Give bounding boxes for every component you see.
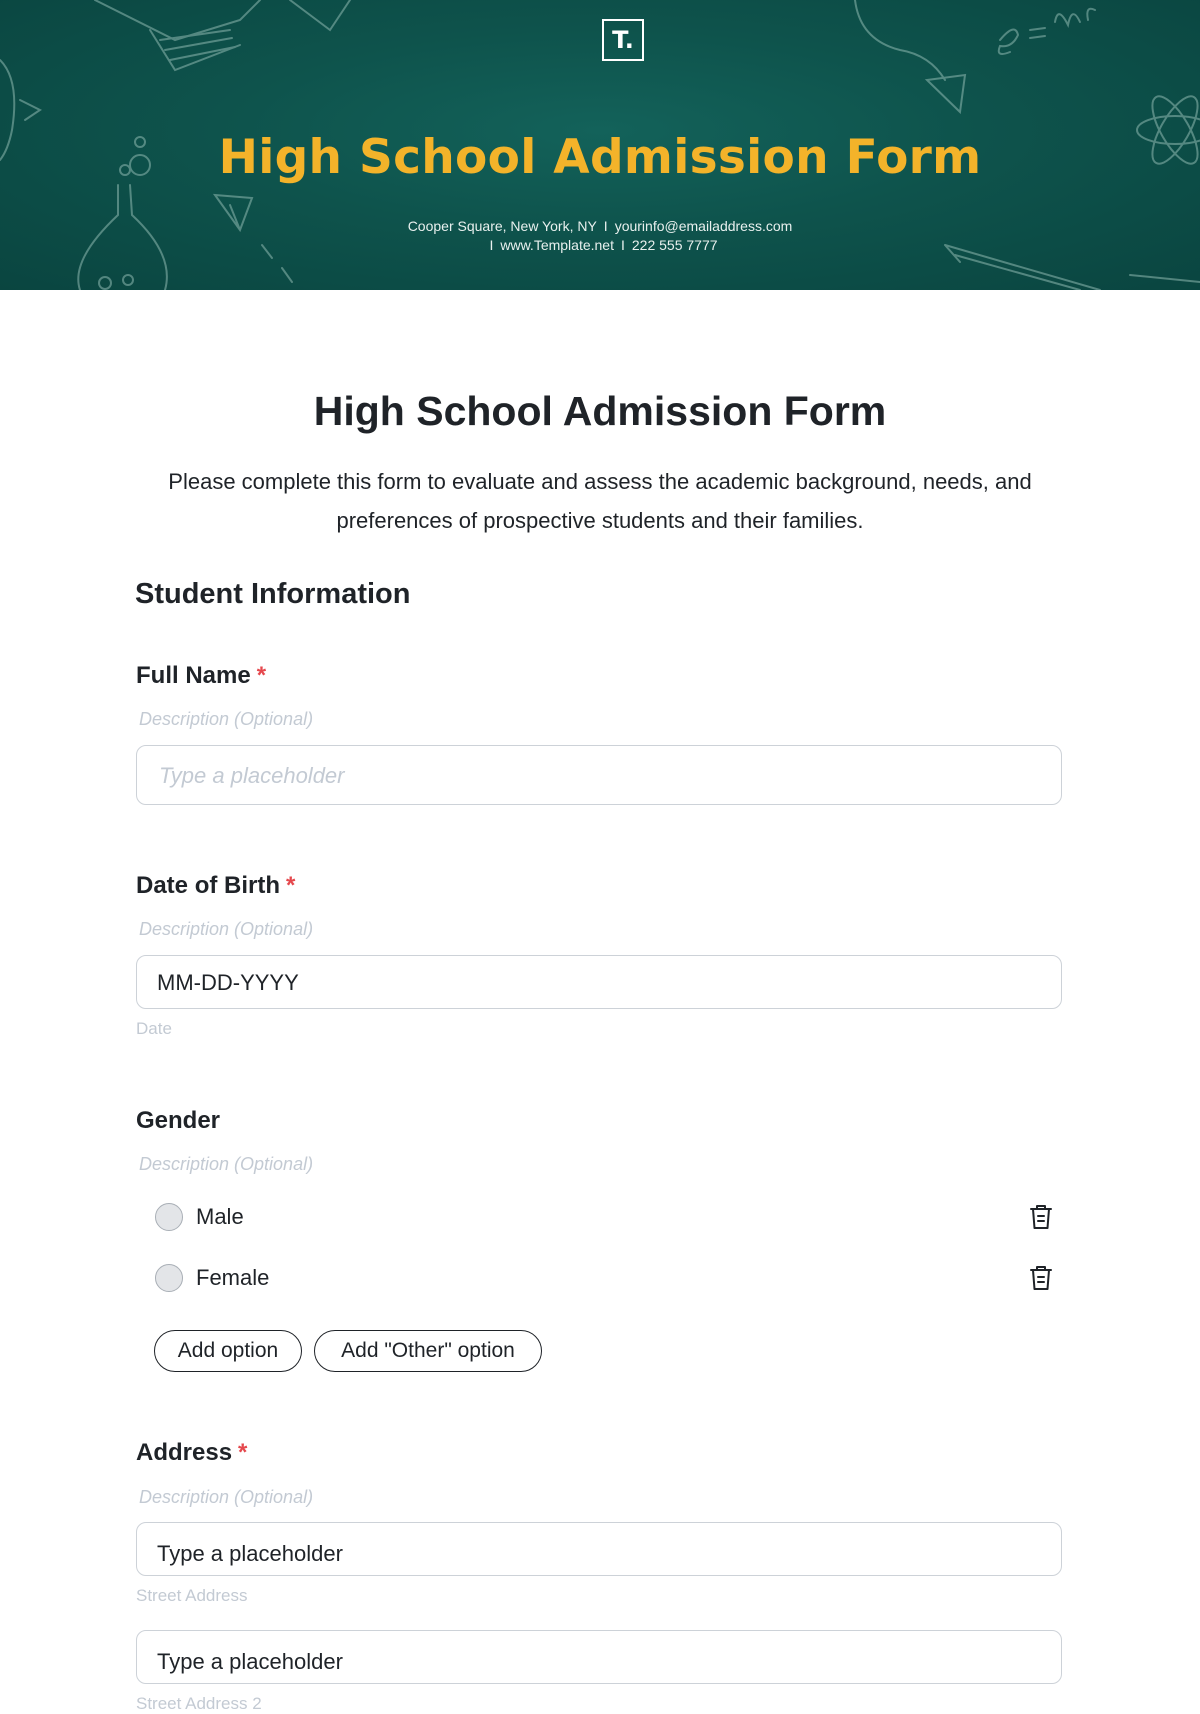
required-asterisk: * [256,662,267,689]
form-title: High School Admission Form [313,388,887,434]
gender-label: Gender [136,1107,221,1134]
full-name-placeholder: Type a placeholder [159,763,345,788]
full-name-label-text: Full Name [136,662,251,689]
street-address-2-value: Type a placeholder [157,1649,343,1674]
form-description [120,462,1080,540]
header-banner [0,0,1200,290]
date-of-birth-input[interactable] [136,955,1062,1009]
street-address-input[interactable] [136,1522,1062,1576]
address-description[interactable]: Description (Optional) [139,1487,314,1507]
street-address-2-helper: Street Address 2 [136,1694,262,1713]
add-option-button[interactable]: Add option [154,1330,302,1372]
gender-radio-female[interactable] [155,1264,183,1292]
gender-description[interactable]: Description (Optional) [139,1154,314,1174]
gender-option-label[interactable]: Male [196,1204,244,1229]
street-address-helper: Street Address [136,1586,248,1605]
date-of-birth-label-text: Date of Birth [136,872,280,899]
gender-radio-male[interactable] [155,1203,183,1231]
required-asterisk: * [238,1439,248,1466]
full-name-label [136,662,266,690]
full-name-description[interactable]: Description (Optional) [139,709,314,729]
contact-separator: I [620,237,625,253]
banner-title: High School Admission Form [218,130,982,185]
contact-separator: I [603,218,608,234]
delete-option-icon[interactable] [1028,1203,1054,1231]
gender-option-label[interactable]: Female [196,1265,270,1290]
banner-contact-info [0,217,1200,255]
address-label-text: Address [136,1439,233,1466]
contact-website: www.Template.net [500,237,614,253]
contact-separator: I [489,237,494,253]
contact-line-1 [0,217,1200,236]
section-title: Student Information [135,578,411,610]
contact-address: Cooper Square, New York, NY [407,218,597,234]
form-description-line: preferences of prospective students and their families. [336,508,864,533]
add-other-option-button[interactable]: Add "Other" option [314,1330,542,1372]
date-helper-text: Date [136,1019,172,1038]
required-asterisk: * [286,872,296,899]
street-address-2-input[interactable] [136,1630,1062,1684]
address-label [136,1439,247,1467]
form-description-line: Please complete this form to evaluate and assess the academic background, needs, and [168,469,1032,494]
date-of-birth-description[interactable]: Description (Optional) [139,919,314,939]
contact-line-2 [0,236,1200,255]
street-address-value: Type a placeholder [157,1541,343,1566]
contact-phone: 222 555 7777 [631,237,718,253]
full-name-input[interactable] [136,745,1062,805]
date-of-birth-value: MM-DD-YYYY [157,970,299,995]
brand-logo: T. [602,19,644,61]
delete-option-icon[interactable] [1028,1264,1054,1292]
contact-email: yourinfo@emailaddress.com [614,218,793,234]
date-of-birth-label [136,872,295,900]
